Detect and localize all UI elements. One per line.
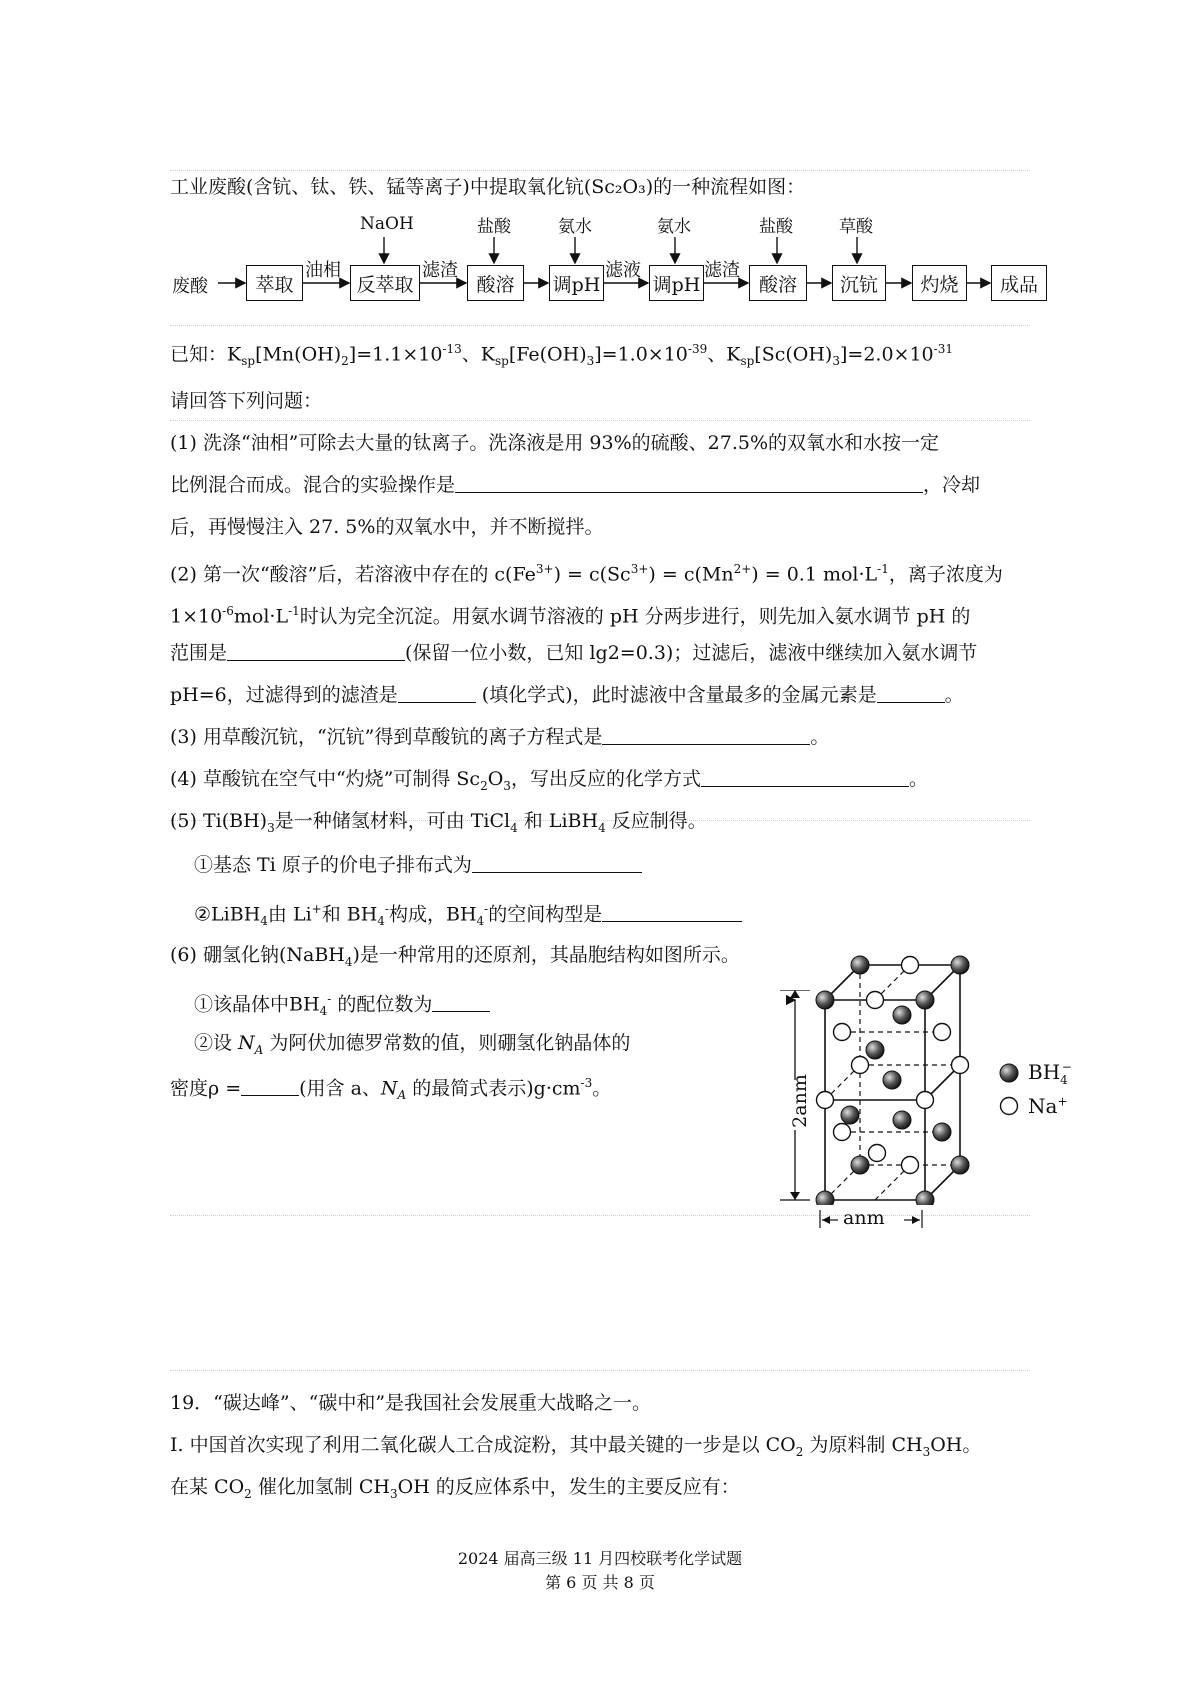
q19-line1: 19．“碳达峰”、“碳中和”是我国社会发展重大战略之一。 [170, 1392, 652, 1414]
q5-line: (5) $Ti(BH)_3$是一种储氢材料，可由 TiCl$_4$ 和 LiBH$_4$ 反应制得。 [170, 810, 707, 835]
q6-item2: ②设 $N_A$ 为阿伏加德罗常数的值，则硼氢化钠晶体的 [194, 1032, 631, 1057]
legend-bh4: $BH_4^-$ [1028, 1060, 1072, 1087]
separator [170, 420, 1030, 421]
q19-line2: I. 中国首次实现了利用二氧化碳人工合成淀粉，其中最关键的一步是以 $CO_2$ 为原料制 $CH_3OH$。 [170, 1434, 982, 1459]
reagent-hcl-2: 盐酸 [759, 217, 793, 237]
q2-line3: 范围是 (保留一位小数，已知 lg2=0.3)；过滤后，滤液中继续加入氨水调节 [170, 642, 978, 664]
flow-box-acid-dissolve-2: 酸溶 [749, 265, 807, 301]
q2-line1: (2) 第一次“酸溶”后，若溶液中存在的 $c(Fe^{3+}) = c(Sc^{3+}) = c(Mn^{2+}) = 0.1$ $mol\cdot L^{-1}$，离子浓度为 [170, 562, 1003, 586]
q5-item1: ①基态 Ti 原子的价电子排布式为 [194, 852, 642, 878]
q1-line1: (1) 洗涤“油相”可除去大量的钛离子。洗涤液是用 93%的硫酸、27.5%的双氧水和水按一定 [170, 432, 940, 454]
q6-item1: ①该晶体中$BH_4^-$ 的配位数为 [194, 986, 490, 1024]
q2-line2: $1\times 10^{-6}mol\cdot L^{-1}$时认为完全沉淀。用氨水调节溶液的 pH 分两步进行，则先加入氨水调节 pH 的 [170, 604, 971, 628]
flow-box-adjust-ph-1: 调pH [549, 265, 604, 301]
q19-line3: 在某 $CO_2$ 催化加氢制 $CH_3OH$ 的反应体系中，发生的主要反应有： [170, 1476, 740, 1501]
q4-answer-blank[interactable] [701, 768, 909, 787]
reagent-ammonia-1: 氨水 [558, 217, 592, 237]
q6-coordination-blank[interactable] [432, 993, 490, 1012]
q3-line: (3) 用草酸沉钪，“沉钪”得到草酸钪的离子方程式是 。 [170, 726, 830, 748]
q1-line2: 比例混合而成。混合的实验操作是 ，冷却 [170, 474, 981, 496]
q1-answer-blank[interactable] [455, 474, 923, 493]
width-label: anm [843, 1207, 885, 1229]
legend-markers [998, 1062, 1022, 1122]
flow-link-residue-2: 滤渣 [704, 260, 740, 281]
flow-box-product: 成品 [991, 265, 1047, 301]
flow-link-filtrate: 滤液 [605, 260, 641, 281]
known-ksp-values: 已知：$K_{sp}[Mn(OH)_2]=1.1\times 10^{-13}$、$K_{sp}[Fe(OH)_3]=1.0\times 10^{-39}$、$K_{sp}[Sc(OH)_3]=2.0\times 10^{-31}$ [170, 342, 953, 369]
nabh4-unit-cell-figure [815, 935, 1060, 1205]
flow-box-back-extraction: 反萃取 [350, 265, 420, 301]
q3-answer-blank[interactable] [602, 726, 810, 745]
flow-box-adjust-ph-2: 调pH [649, 265, 704, 301]
height-label: 2anm [788, 1074, 811, 1128]
reagent-oxalic-acid: 草酸 [839, 217, 873, 237]
footer-page-number: 第 6 页 共 8 页 [545, 1573, 655, 1592]
q1-line3: 后，再慢慢注入 27. 5%的双氧水中，并不断搅拌。 [170, 516, 604, 538]
q2-metal-blank[interactable] [877, 684, 945, 703]
reagent-naoh: NaOH [360, 214, 414, 234]
q2-line4: pH=6，过滤得到的滤渣是 (填化学式)，此时滤液中含量最多的金属元素是 。 [170, 684, 964, 706]
q2-residue-blank[interactable] [398, 684, 476, 703]
flow-link-oil-phase: 油相 [305, 260, 341, 281]
footer-title: 2024 届高三级 11 月四校联考化学试题 [457, 1549, 743, 1568]
flow-box-acid-dissolve-1: 酸溶 [467, 265, 524, 301]
q5-item2: ②LiBH$_4$由 Li+和 $BH_4^-$构成，$BH_4^-$的空间构型是 [194, 896, 742, 934]
flow-link-residue-1: 滤渣 [422, 260, 458, 281]
flow-box-calcination: 灼烧 [912, 265, 967, 301]
q4-line: (4) 草酸钪在空气中“灼烧”可制得 $Sc_2O_3$，写出反应的化学方式 。 [170, 768, 928, 793]
flow-box-sc-precipitation: 沉钪 [832, 265, 886, 301]
q6-item3: 密度ρ = (用含 a、$N_A$ 的最简式表示)$g\cdot cm^{-3}$。 [170, 1076, 612, 1103]
q6-density-blank[interactable] [241, 1077, 299, 1096]
separator [170, 1370, 1030, 1371]
q6-line: (6) 硼氢化钠(NaBH$_4$)是一种常用的还原剂，其晶胞结构如图所示。 [170, 944, 740, 969]
legend-na: Na+ [1028, 1094, 1068, 1118]
intro-text: 工业废酸(含钪、钛、铁、锰等离子)中提取氧化钪(Sc₂O₃)的一种流程如图： [170, 176, 806, 198]
flow-start-label: 废酸 [172, 276, 208, 297]
q2-ph-range-blank[interactable] [227, 642, 405, 661]
prompt-text: 请回答下列问题： [170, 390, 323, 412]
q5-geometry-blank[interactable] [602, 903, 742, 922]
reagent-hcl-1: 盐酸 [477, 217, 511, 237]
flow-box-extraction: 萃取 [246, 265, 303, 301]
q5-config-blank[interactable] [472, 854, 642, 873]
reagent-ammonia-2: 氨水 [657, 217, 691, 237]
